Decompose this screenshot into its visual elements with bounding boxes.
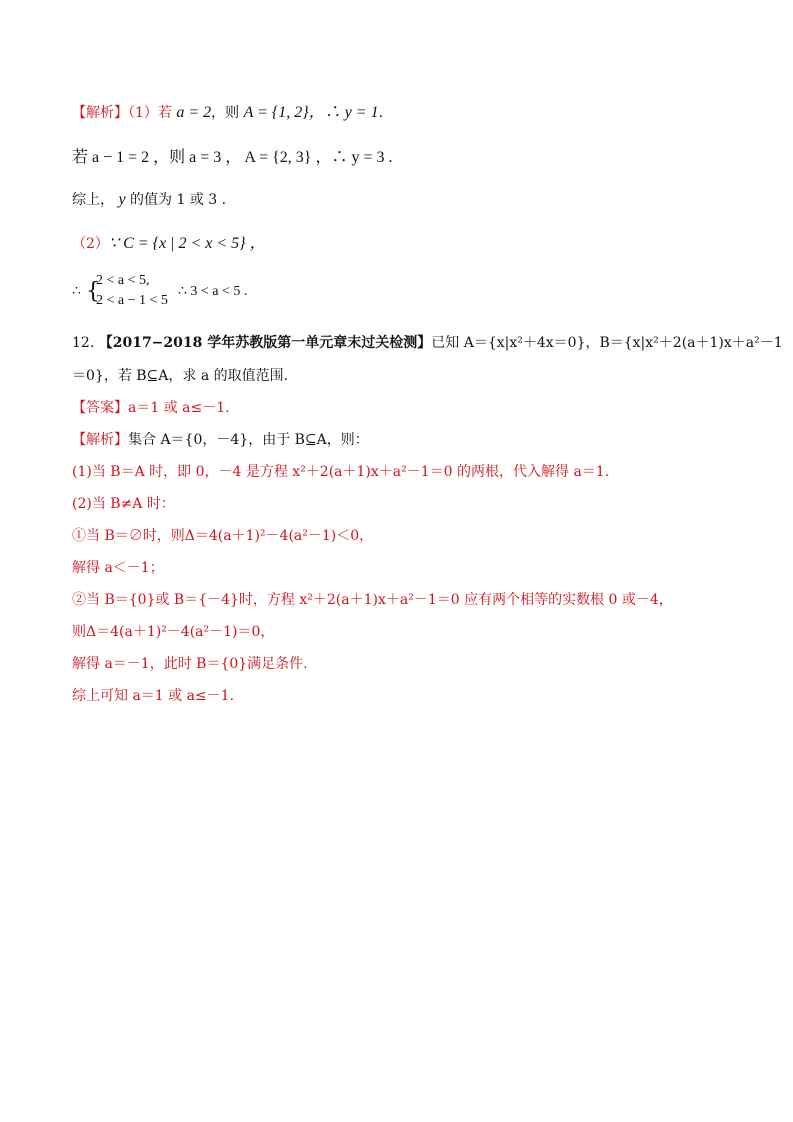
analysis-line-3: (2)当 B≠A 时： bbox=[72, 496, 175, 512]
analysis-line-4: ①当 B＝∅时，则Δ＝4(a＋1)²－4(a²－1)＜0， bbox=[72, 528, 374, 544]
analysis-label: 【解析】 bbox=[72, 105, 128, 121]
math-set-a: A = {1, 2} bbox=[243, 104, 309, 121]
analysis-line-6: ②当 B＝{0}或 B＝{－4}时，方程 x²＋2(a＋1)x＋a²－1＝0 应有两个相等的实数根 0 或－4， bbox=[72, 592, 673, 608]
problem-12-line-2: ＝0}，若 B⊆A，求 a 的取值范围. bbox=[72, 368, 289, 384]
analysis-line-2: (1)当 B＝A 时，即 0，－4 是方程 x²＋2(a＋1)x＋a²－1＝0 的两根，代入解得 a＝1. bbox=[72, 464, 610, 480]
answer-line bbox=[72, 398, 230, 418]
analysis-line-1 bbox=[72, 430, 369, 450]
math-y: y bbox=[118, 191, 126, 208]
system-row-2: 2 < a − 1 < 5 bbox=[96, 293, 168, 308]
analysis-label-2: 【解析】 bbox=[72, 432, 128, 448]
period: . bbox=[378, 105, 384, 121]
inequality-system bbox=[72, 273, 272, 313]
math-y-equals-1: ，∴ y = 1 bbox=[308, 104, 379, 121]
system-conclusion: ∴ 3 < a < 5 . bbox=[178, 284, 248, 299]
part2-label: （2） bbox=[72, 236, 109, 252]
prev-solution-line-1 bbox=[72, 103, 383, 123]
analysis-line-5: 解得 a＜－1； bbox=[72, 560, 164, 576]
answer-label: 【答案】 bbox=[72, 400, 128, 416]
therefore-symbol: ∴ bbox=[72, 284, 81, 299]
math-set-c: ∵ C = {x | 2 < x < 5} ， bbox=[108, 235, 266, 252]
problem-number: 12. bbox=[72, 335, 95, 351]
then-text: ，则 bbox=[211, 105, 240, 121]
problem-12-line-1 bbox=[72, 333, 783, 353]
problem-stem-1: 已知 A＝{x|x²＋4x＝0}，B＝{x|x²＋2(a＋1)x＋a²－1 bbox=[431, 335, 783, 351]
problem-source: 【2017−2018 学年苏教版第一单元章末过关检测】 bbox=[98, 335, 432, 351]
analysis-line-9: 综上可知 a＝1 或 a≤－1. bbox=[72, 688, 235, 704]
answer-text: a＝1 或 a≤－1. bbox=[128, 400, 230, 416]
summary-prefix: 综上， bbox=[72, 192, 119, 208]
part1-label: （1）若 bbox=[128, 105, 172, 121]
analysis-intro: 集合 A＝{0，－4}，由于 B⊆A，则： bbox=[128, 432, 369, 448]
system-row-1: 2 < a < 5, bbox=[96, 273, 150, 288]
prev-solution-line-3 bbox=[72, 190, 226, 210]
summary-suffix: 的值为 1 或 3 . bbox=[125, 192, 227, 208]
prev-solution-part-2 bbox=[72, 234, 266, 254]
prev-solution-line-2: 若 a − 1 = 2 ，则 a = 3 ， A = {2, 3} ，∴ y = 3 . bbox=[72, 149, 393, 166]
analysis-line-8: 解得 a＝－1，此时 B＝{0}满足条件. bbox=[72, 656, 308, 672]
analysis-line-7: 则Δ＝4(a＋1)²－4(a²－1)＝0， bbox=[72, 624, 275, 640]
system-brace: { bbox=[86, 279, 100, 304]
math-a-equals-2: a = 2 bbox=[176, 104, 212, 121]
